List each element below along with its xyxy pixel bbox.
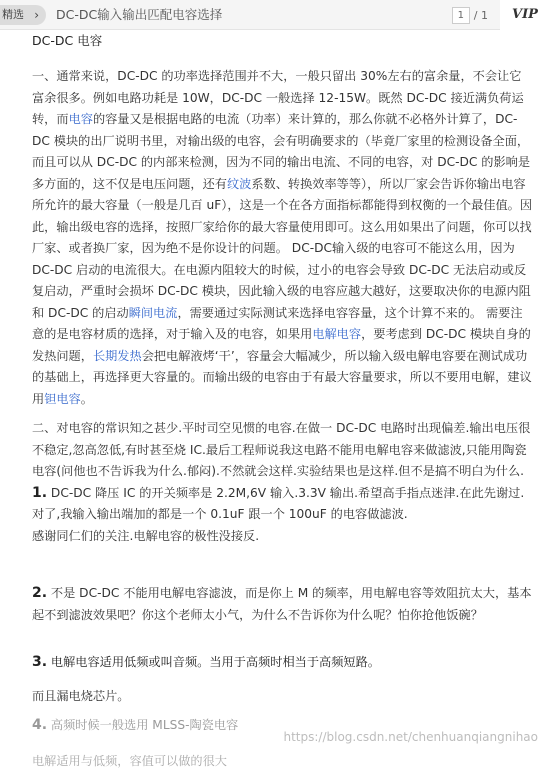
item-number: 3. xyxy=(32,654,48,670)
link-capacitor[interactable]: 电容 xyxy=(68,112,93,126)
item-number: 2. xyxy=(32,585,48,601)
question-thanks: 感谢同仁们的关注.电解电容的极性没接反. xyxy=(32,528,260,543)
link-inrush-current[interactable]: 瞬间电流 xyxy=(128,305,178,320)
section-heading: DC-DC 电容 xyxy=(32,33,103,48)
question-intro: 二、对电容的常识知之甚少.平时司空见惯的电容.在做一 DC-DC 电路时出现偏差.输出电压很不稳定,忽高忽低,有时甚至烧 IC.最后工程师说我这电路不能用电解电容来做滤波,只能用陶瓷电容(问他也不告诉我为什么.郁闷).不然就会这样.实验结果也是这样.但不是搞不明白为什么. xyxy=(32,421,531,478)
vip-badge[interactable]: VIP xyxy=(500,0,550,30)
answer-item-3: 3. 电解电容适用低频或叫音频。当用于高频时相当于高频短路。 xyxy=(32,654,380,670)
document-title: DC-DC输入输出匹配电容选择 xyxy=(56,7,223,22)
top-bar xyxy=(0,0,550,30)
page-total: / 1 xyxy=(473,9,488,22)
item-number: 4. xyxy=(32,717,48,733)
chevron-right-icon: › xyxy=(34,8,39,22)
back-label: 精选 xyxy=(2,8,24,21)
watermark-url: https://blog.csdn.net/chenhuanqiangnihao xyxy=(283,730,538,744)
question-item-1: 1. DC-DC 降压 IC 的开关频率是 2.2M,6V 输入.3.3V 输出.希望高手指点迷津.在此先谢过.对了,我输入输出端加的都是一个 0.1uF 跟一个 100uF 的电容做滤波. xyxy=(32,484,525,521)
link-electrolytic-capacitor[interactable]: 电解电容 xyxy=(312,327,362,341)
answer-item-2: 2. 不是 DC-DC 不能用电解电容滤波，而是你上 M 的频率，用电解电容等效阻抗太大，基本起不到滤波效果吧？你这个老师太小气，为什么不告诉你为什么呢？怕你抢他饭碗？ xyxy=(32,585,532,622)
back-button[interactable] xyxy=(0,5,46,25)
answer-tail: 电解适用与低频，容值可以做的很大 xyxy=(32,754,227,768)
answer-note: 而且漏电烧芯片。 xyxy=(32,689,130,703)
link-ripple[interactable]: 纹波 xyxy=(227,176,252,191)
answer-item-4: 4. 高频时候一般选用 MLSS-陶瓷电容 xyxy=(32,717,239,733)
item-number: 1. xyxy=(32,484,48,501)
page-number-input[interactable]: 1 xyxy=(452,7,470,24)
link-tantalum-capacitor[interactable]: 钽电容 xyxy=(44,391,81,406)
link-long-term-heating[interactable]: 长期发热 xyxy=(92,348,142,363)
page-indicator xyxy=(452,7,488,24)
paragraph-two xyxy=(32,418,532,547)
paragraph-one: 一、通常来说，DC-DC 的功率选择范围并不大，一般只留出 30%左右的富余量，不会让它富余很多。例如电路功耗是 10W，DC-DC 一般选择 12-15W。既然 DC-DC 接近满负荷运转，而电容的容量又是根据电路的电流（功率）来计算的，那么你就不必格外计算了，DC-DC 模块的出厂说明书里，对输出级的电容，会有明确要求的（毕竟厂家里的检测设备全面，而且可以从 DC-DC 的内部来检测，因为不同的输出电流、不同的电容，对 DC-DC 的影响是多方面的，这不仅是电压问题，还有纹波系数、转换效率等等），所以厂家会告诉你输出电容所允许的最大容量（一般是几百 uF），这是一个在各方面指标都能得到权衡的一个最佳值。因此，输出级电容的选择，按照厂家给你的最大容量使用即可。这么用如果出了问题，你可以找厂家、或者换厂家，因为绝不是你设计的问题。 DC-DC输入级的电容可不能这么用，因为 DC-DC 启动的电流很大。在电源内阻较大的时候，过小的电容会导致 DC-DC 无法启动或反复启动，严重时会损坏 DC-DC 模块，因此输入级的电容应越大越好，这要取决你的电源内阻和 DC-DC 的启动瞬间电流，需要通过实际测试来选择电容容量，这个计算不来的。 需要注意的是电容材质的选择，对于输入及的电容，如果用电解电容，要考虑到 DC-DC 模块自身的发热问题，长期发热会把电解液烤‘干’，容量会大幅减少，所以输入级电解电容要在测试成功的基础上，再选择更大容量的。而输出级的电容由于有最大容量要求，所以不要用电解，建议用钽电容。 xyxy=(32,69,533,406)
